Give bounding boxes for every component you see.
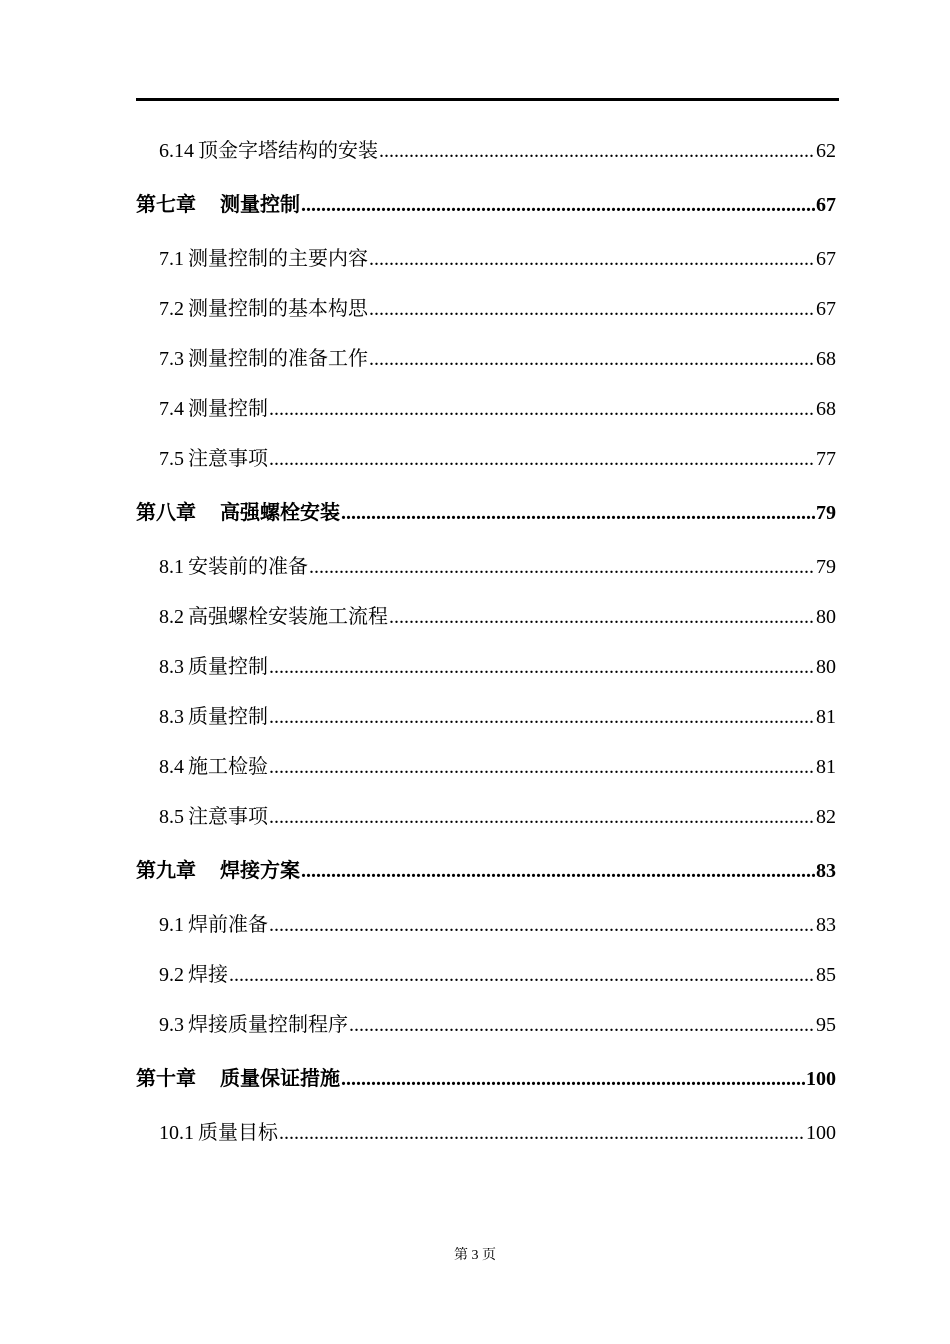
toc-entry-page-number: 62: [816, 140, 836, 162]
toc-dot-leader: [301, 838, 815, 904]
toc-entry-title: 焊接: [188, 964, 228, 986]
toc-entry-page-number: 85: [816, 964, 836, 986]
toc-entry-page-number: 81: [816, 756, 836, 778]
toc-section-entry[interactable]: [136, 950, 836, 1000]
toc-dot-leader: [389, 592, 815, 642]
toc-entry-number: 7.3: [159, 348, 184, 370]
toc-entry-number: 8.2: [159, 606, 184, 628]
toc-entry-number: 9.3: [159, 1014, 184, 1036]
toc-section-entry[interactable]: [136, 1000, 836, 1050]
toc-section-entry[interactable]: [136, 384, 836, 434]
table-of-contents: [136, 126, 836, 1158]
toc-entry-number: 8.1: [159, 556, 184, 578]
toc-entry-number: 第七章: [136, 194, 196, 216]
toc-entry-number: 9.2: [159, 964, 184, 986]
toc-dot-leader: [341, 1046, 805, 1112]
toc-entry-page-number: 82: [816, 806, 836, 828]
toc-entry-title: 测量控制的主要内容: [188, 248, 368, 270]
toc-entry-title: 焊前准备: [188, 914, 268, 936]
toc-section-entry[interactable]: [136, 284, 836, 334]
toc-dot-leader: [309, 542, 815, 592]
toc-section-entry[interactable]: [136, 542, 836, 592]
toc-entry-title: 质量控制: [188, 706, 268, 728]
toc-entry-page-number: 100: [806, 1122, 836, 1144]
toc-entry-number: 8.3: [159, 706, 184, 728]
toc-section-entry[interactable]: [136, 792, 836, 842]
toc-entry-number: 第八章: [136, 502, 196, 524]
toc-entry-title: 高强螺栓安装施工流程: [188, 606, 388, 628]
toc-entry-number: 9.1: [159, 914, 184, 936]
toc-dot-leader: [269, 900, 815, 950]
toc-entry-page-number: 79: [816, 556, 836, 578]
toc-dot-leader: [369, 284, 815, 334]
toc-section-entry[interactable]: [136, 900, 836, 950]
toc-dot-leader: [269, 742, 815, 792]
toc-entry-title: 质量保证措施: [220, 1068, 340, 1090]
toc-section-entry[interactable]: [136, 126, 836, 176]
toc-section-entry[interactable]: [136, 1108, 836, 1158]
toc-entry-title: 测量控制的准备工作: [188, 348, 368, 370]
toc-entry-page-number: 83: [816, 860, 836, 882]
toc-dot-leader: [269, 434, 815, 484]
toc-chapter-entry[interactable]: [136, 838, 836, 904]
toc-entry-page-number: 68: [816, 398, 836, 420]
toc-dot-leader: [379, 126, 815, 176]
toc-entry-page-number: 95: [816, 1014, 836, 1036]
toc-entry-number: 第十章: [136, 1068, 196, 1090]
toc-entry-page-number: 100: [806, 1068, 836, 1090]
toc-entry-number: 7.4: [159, 398, 184, 420]
toc-entry-title: 注意事项: [188, 448, 268, 470]
toc-dot-leader: [369, 334, 815, 384]
page-footer: 第 3 页: [454, 1248, 496, 1263]
toc-dot-leader: [369, 234, 815, 284]
toc-entry-number: 8.4: [159, 756, 184, 778]
toc-entry-number: 8.5: [159, 806, 184, 828]
toc-entry-title: 施工检验: [188, 756, 268, 778]
toc-entry-page-number: 67: [816, 248, 836, 270]
toc-chapter-entry[interactable]: [136, 480, 836, 546]
toc-entry-title: 质量控制: [188, 656, 268, 678]
toc-entry-page-number: 83: [816, 914, 836, 936]
toc-dot-leader: [301, 172, 815, 238]
toc-entry-title: 高强螺栓安装: [220, 502, 340, 524]
toc-section-entry[interactable]: [136, 642, 836, 692]
toc-dot-leader: [349, 1000, 815, 1050]
toc-section-entry[interactable]: [136, 334, 836, 384]
toc-entry-title: 测量控制: [188, 398, 268, 420]
toc-entry-title: 测量控制: [220, 194, 300, 216]
toc-dot-leader: [269, 384, 815, 434]
toc-entry-number: 6.14: [159, 140, 194, 162]
toc-section-entry[interactable]: [136, 434, 836, 484]
toc-entry-number: 10.1: [159, 1122, 194, 1144]
toc-entry-page-number: 79: [816, 502, 836, 524]
toc-dot-leader: [269, 692, 815, 742]
toc-chapter-entry[interactable]: [136, 172, 836, 238]
toc-section-entry[interactable]: [136, 742, 836, 792]
toc-entry-number: 7.2: [159, 298, 184, 320]
toc-entry-title: 注意事项: [188, 806, 268, 828]
toc-entry-page-number: 81: [816, 706, 836, 728]
toc-dot-leader: [341, 480, 815, 546]
toc-entry-title: 焊接方案: [220, 860, 300, 882]
header-rule: [136, 98, 839, 101]
toc-entry-page-number: 67: [816, 298, 836, 320]
toc-entry-title: 顶金字塔结构的安装: [198, 140, 378, 162]
toc-entry-number: 7.1: [159, 248, 184, 270]
toc-entry-number: 7.5: [159, 448, 184, 470]
toc-entry-page-number: 67: [816, 194, 836, 216]
toc-entry-page-number: 80: [816, 656, 836, 678]
toc-entry-title: 测量控制的基本构思: [188, 298, 368, 320]
toc-dot-leader: [269, 642, 815, 692]
toc-entry-page-number: 77: [816, 448, 836, 470]
toc-entry-page-number: 68: [816, 348, 836, 370]
toc-dot-leader: [269, 792, 815, 842]
toc-entry-number: 第九章: [136, 860, 196, 882]
toc-dot-leader: [279, 1108, 805, 1158]
toc-entry-title: 质量目标: [198, 1122, 278, 1144]
toc-entry-title: 焊接质量控制程序: [188, 1014, 348, 1036]
toc-entry-page-number: 80: [816, 606, 836, 628]
toc-section-entry[interactable]: [136, 234, 836, 284]
toc-dot-leader: [229, 950, 815, 1000]
toc-chapter-entry[interactable]: [136, 1046, 836, 1112]
toc-section-entry[interactable]: [136, 692, 836, 742]
toc-entry-number: 8.3: [159, 656, 184, 678]
toc-section-entry[interactable]: [136, 592, 836, 642]
toc-entry-title: 安装前的准备: [188, 556, 308, 578]
